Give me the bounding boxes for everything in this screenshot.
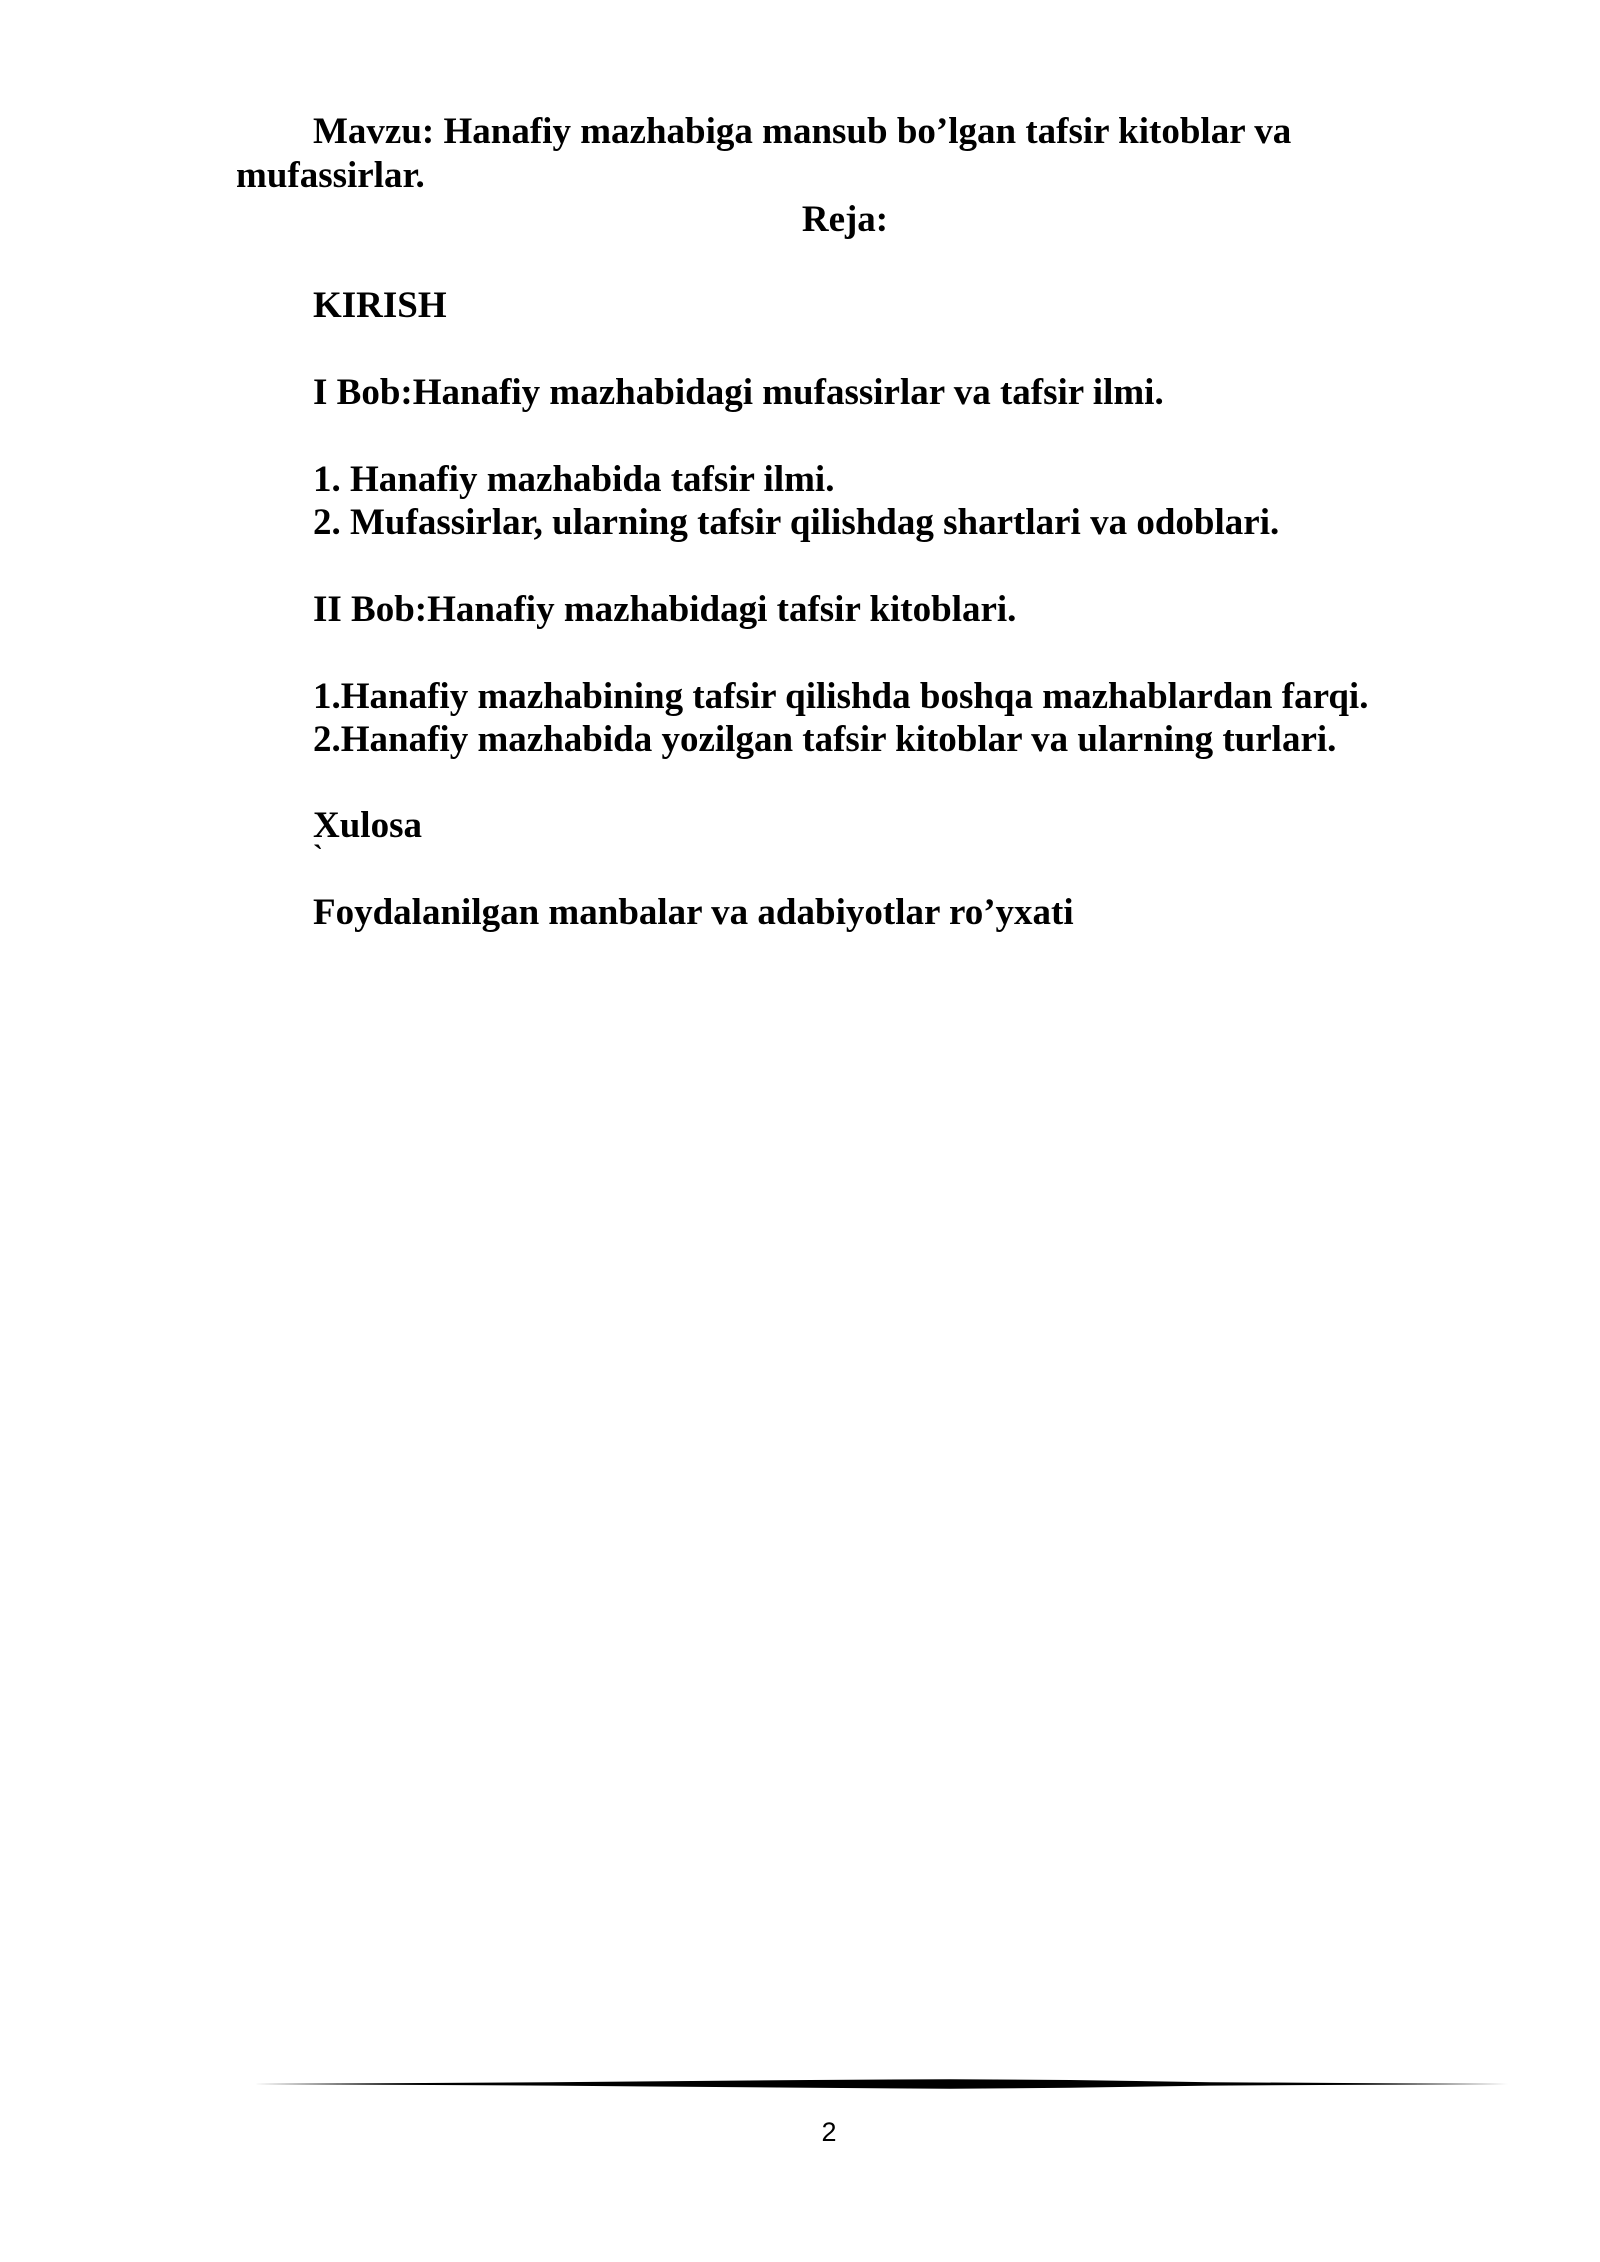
plan-heading: Reja: xyxy=(801,199,889,240)
chapter-2-item-1: 1.Hanafiy mazhabining tafsir qilishda boshqa mazhablardan farqi. xyxy=(313,676,1369,717)
chapter-2-title: II Bob:Hanafiy mazhabidagi tafsir kitoblari. xyxy=(313,589,1017,630)
topic-line-1: Mavzu: Hanafiy mazhabiga mansub bo’lgan tafsir kitoblar va xyxy=(313,111,1292,152)
chapter-1-title: I Bob:Hanafiy mazhabidagi mufassirlar va tafsir ilmi. xyxy=(313,372,1164,413)
chapter-1-item-2: 2. Mufassirlar, ularning tafsir qilishdag shartlari va odoblari. xyxy=(313,502,1280,543)
chapter-1-item-1: 1. Hanafiy mazhabida tafsir ilmi. xyxy=(313,459,835,500)
topic-line-2: mufassirlar. xyxy=(236,155,425,196)
intro-heading: KIRISH xyxy=(313,285,447,326)
stray-mark: ` xyxy=(313,839,323,872)
references-heading: Foydalanilgan manbalar va adabiyotlar ro’yxati xyxy=(313,892,1074,933)
conclusion-heading: Xulosa xyxy=(313,805,422,846)
chapter-2-item-2: 2.Hanafiy mazhabida yozilgan tafsir kitoblar va ularning turlari. xyxy=(313,719,1337,760)
footer-divider xyxy=(250,2078,1508,2090)
page-number: 2 xyxy=(821,2117,837,2147)
